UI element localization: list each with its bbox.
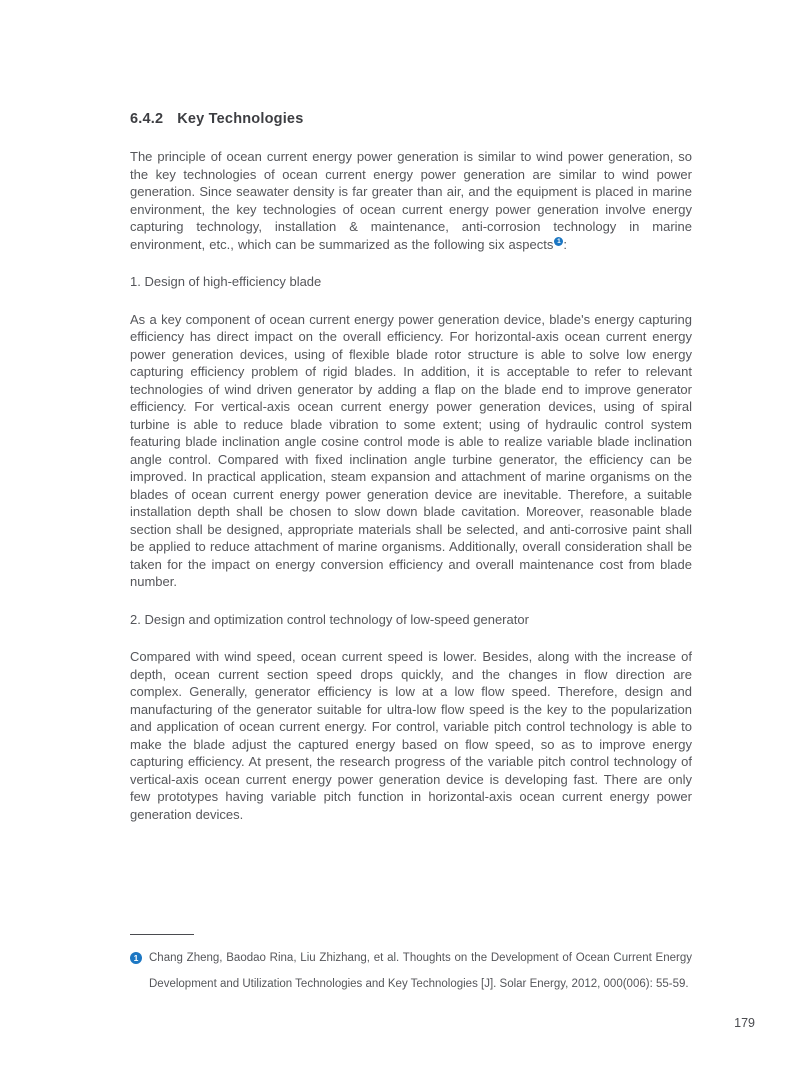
intro-text: The principle of ocean current energy power generation is similar to wind power generation, so the key technologies of ocean current energy power generation are similar to wind power generation. Since seawater density is far greater than air, and the equipment is placed in marine environment, the key technologies of ocean current energy power generation involve energy capturing technology, installation & maintenance, anti-corrosion technology in marine environment, etc., which can be summarized as the following six aspects (130, 149, 692, 252)
section-heading (130, 110, 692, 128)
page-number: 179 (734, 1016, 755, 1030)
footnote-area (130, 934, 692, 997)
footnote-number-icon: 1 (130, 952, 142, 964)
section-title: Key Technologies (177, 111, 304, 127)
footnote-ref-icon: 1 (554, 237, 563, 246)
subsection-body-1: As a key component of ocean current energy power generation device, blade's energy capturing efficiency has direct impact on the overall efficiency. For horizontal-axis ocean current energy power generation devices, using of flexible blade rotor structure is able to solve low energy capturing efficiency problem of rigid blades. In addition, it is acceptable to refer to relevant technologies of wind driven generator by adding a flap on the blade end to improve generator efficiency. For vertical-axis ocean current energy power generation devices, using of spiral turbine is able to reduce blade vibration to some extent; using of hydraulic control system featuring blade inclination angle cosine control mode is able to realize variable blade inclination angle control. Compared with fixed inclination angle turbine generator, the efficiency can be improved. In practical application, steam expansion and attachment of marine organisms on the blades of ocean current energy power generation device are inevitable. Therefore, a suitable installation depth shall be chosen to slow down blade cavitation. Moreover, reasonable blade section shall be designed, appropriate materials shall be selected, and anti-corrosive paint shall be applied to reduce attachment of marine organisms. Additionally, overall consideration shall be taken for the impact on energy conversion efficiency and overall maintenance cost from blade number. (130, 311, 692, 589)
section-number: 6.4.2 (130, 111, 164, 127)
subsection-body-2: Compared with wind speed, ocean current speed is lower. Besides, along with the increase of depth, ocean current section speed drops quickly, and the changes in flow direction are complex. Generally, generator efficiency is low at a low flow speed. Therefore, design and manufacturing of the generator suitable for ultra-low flow speed is the key to the popularization and application of ocean current energy. For control, variable pitch control technology is able to make the blade adjust the captured energy based on flow speed, so as to improve energy capturing efficiency. At present, the research progress of the variable pitch control technology of vertical-axis ocean current energy power generation device is developing fast. There are only few prototypes having variable pitch function in horizontal-axis ocean current energy power generation devices. (130, 649, 692, 822)
subsection-title-2: 2. Design and optimization control technology of low-speed generator (130, 611, 529, 627)
footnote (130, 945, 692, 997)
footnote-divider (130, 934, 194, 935)
page-content (130, 110, 692, 843)
intro-colon: : (563, 236, 567, 252)
footnote-text: Chang Zheng, Baodao Rina, Liu Zhizhang, et al. Thoughts on the Development of Ocean Current Energy Development and Utilization Technologies and Key Technologies [J]. Solar Energy, 2012, 000(006): 55-59. (149, 952, 692, 990)
subsection-title-1: 1. Design of high-efficiency blade (130, 274, 322, 289)
intro-paragraph (130, 148, 692, 253)
